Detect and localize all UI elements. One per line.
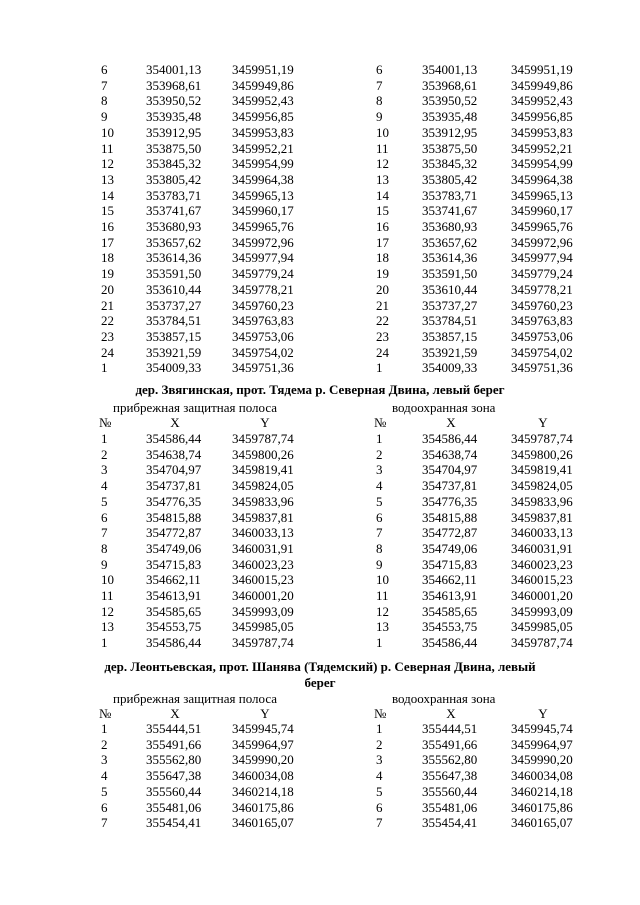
point-number: 1 (376, 360, 383, 375)
coordinate-y: 3459949,86 (511, 78, 573, 93)
point-number: 5 (376, 784, 383, 799)
coordinate-y: 3459972,96 (232, 235, 294, 250)
coordinate-x: 354613,91 (422, 588, 478, 603)
coordinate-x: 354585,65 (146, 604, 202, 619)
coordinate-y: 3459952,43 (511, 93, 573, 108)
point-number: 21 (376, 298, 389, 313)
coordinate-y: 3459954,99 (232, 156, 294, 171)
coordinate-x: 355562,80 (146, 752, 202, 767)
coordinate-x: 353912,95 (146, 125, 202, 140)
coordinate-y: 3459945,74 (511, 721, 573, 736)
point-number: 24 (376, 345, 389, 360)
point-number: 19 (376, 266, 389, 281)
coordinate-x: 354776,35 (422, 494, 478, 509)
coordinate-x: 353935,48 (146, 109, 202, 124)
header-x-left: X (170, 706, 180, 721)
coordinate-x: 353845,32 (422, 156, 478, 171)
coordinate-y: 3459965,76 (511, 219, 573, 234)
point-number: 10 (101, 125, 114, 140)
point-number: 16 (376, 219, 389, 234)
point-number: 11 (376, 141, 389, 156)
point-number: 2 (101, 447, 108, 462)
point-number: 23 (376, 329, 389, 344)
coordinate-y: 3459833,96 (232, 494, 294, 509)
coordinate-x: 354737,81 (422, 478, 478, 493)
coordinate-y: 3459952,43 (232, 93, 294, 108)
coordinate-y: 3459787,74 (511, 431, 573, 446)
point-number: 14 (101, 188, 114, 203)
coordinate-x: 353614,36 (146, 250, 202, 265)
coordinate-x: 354715,83 (422, 557, 478, 572)
coordinate-y: 3460214,18 (511, 784, 573, 799)
point-number: 2 (376, 737, 383, 752)
point-number: 20 (101, 282, 114, 297)
point-number: 13 (376, 172, 389, 187)
point-number: 3 (376, 462, 383, 477)
point-number: 4 (101, 768, 108, 783)
coordinate-x: 353783,71 (146, 188, 202, 203)
point-number: 11 (376, 588, 389, 603)
point-number: 15 (376, 203, 389, 218)
point-number: 7 (101, 815, 108, 830)
coordinate-x: 353784,51 (146, 313, 202, 328)
header-num-left: № (99, 706, 112, 721)
point-number: 8 (101, 541, 108, 556)
point-number: 13 (101, 172, 114, 187)
coordinate-x: 353912,95 (422, 125, 478, 140)
coordinate-y: 3459977,94 (511, 250, 573, 265)
coordinate-x: 354772,87 (422, 525, 478, 540)
coordinate-x: 354586,44 (146, 431, 202, 446)
header-y-right: Y (538, 706, 548, 721)
header-num-right: № (374, 415, 387, 430)
point-number: 5 (101, 784, 108, 799)
coordinate-y: 3460031,91 (232, 541, 294, 556)
coordinate-x: 353875,50 (146, 141, 202, 156)
coordinate-x: 353968,61 (146, 78, 202, 93)
coordinate-x: 353680,93 (146, 219, 202, 234)
point-number: 4 (376, 478, 383, 493)
coordinate-y: 3459993,09 (511, 604, 573, 619)
point-number: 11 (101, 141, 114, 156)
point-number: 4 (376, 768, 383, 783)
coordinate-x: 355491,66 (146, 737, 202, 752)
point-number: 17 (376, 235, 389, 250)
coordinate-y: 3459819,41 (232, 462, 294, 477)
section-title-zvyaginskaya: дер. Звягинская, прот. Тядема р. Северная Двина, левый берег (135, 382, 505, 397)
coordinate-y: 3459990,20 (232, 752, 294, 767)
coordinate-x: 353680,93 (422, 219, 478, 234)
coordinate-x: 355444,51 (422, 721, 478, 736)
coordinate-y: 3459960,17 (511, 203, 573, 218)
coordinate-x: 353591,50 (422, 266, 478, 281)
coordinate-y: 3459990,20 (511, 752, 573, 767)
point-number: 8 (101, 93, 108, 108)
coordinate-y: 3459977,94 (232, 250, 294, 265)
header-num-right: № (374, 706, 387, 721)
coordinate-y: 3459945,74 (232, 721, 294, 736)
point-number: 10 (101, 572, 114, 587)
coordinate-y: 3459837,81 (511, 510, 573, 525)
coordinate-y: 3460175,86 (232, 800, 294, 815)
header-x-left: X (170, 415, 180, 430)
coordinate-y: 3460165,07 (232, 815, 294, 830)
point-number: 7 (376, 525, 383, 540)
point-number: 7 (376, 815, 383, 830)
point-number: 19 (101, 266, 114, 281)
point-number: 10 (376, 125, 389, 140)
point-number: 6 (376, 800, 383, 815)
point-number: 5 (376, 494, 383, 509)
coordinate-y: 3460031,91 (511, 541, 573, 556)
point-number: 6 (101, 800, 108, 815)
coordinate-y: 3459779,24 (511, 266, 573, 281)
point-number: 9 (101, 557, 108, 572)
coordinate-x: 353741,67 (146, 203, 202, 218)
point-number: 6 (376, 510, 383, 525)
coordinate-x: 355647,38 (146, 768, 202, 783)
point-number: 12 (376, 156, 389, 171)
coordinate-x: 354704,97 (422, 462, 478, 477)
point-number: 9 (101, 109, 108, 124)
coordinate-y: 3459837,81 (232, 510, 294, 525)
coordinate-y: 3459778,21 (511, 282, 573, 297)
coordinate-x: 354737,81 (146, 478, 202, 493)
coordinate-x: 354553,75 (146, 619, 202, 634)
coordinate-x: 354772,87 (146, 525, 202, 540)
coordinate-x: 353657,62 (422, 235, 478, 250)
point-number: 12 (101, 156, 114, 171)
coordinate-x: 354715,83 (146, 557, 202, 572)
coordinate-y: 3459956,85 (232, 109, 294, 124)
coordinate-x: 353857,15 (146, 329, 202, 344)
coordinate-y: 3459800,26 (511, 447, 573, 462)
coordinate-x: 354815,88 (422, 510, 478, 525)
coordinate-y: 3459760,23 (232, 298, 294, 313)
coordinate-x: 355454,41 (146, 815, 202, 830)
coordinate-y: 3460033,13 (511, 525, 573, 540)
coordinate-x: 355491,66 (422, 737, 478, 752)
point-number: 3 (101, 752, 108, 767)
coordinate-x: 354638,74 (422, 447, 478, 462)
point-number: 24 (101, 345, 114, 360)
coordinate-y: 3459964,97 (232, 737, 294, 752)
point-number: 7 (101, 525, 108, 540)
point-number: 8 (376, 541, 383, 556)
coordinate-y: 3460175,86 (511, 800, 573, 815)
coordinate-y: 3459800,26 (232, 447, 294, 462)
coordinate-y: 3459951,19 (232, 62, 294, 77)
coordinate-x: 355454,41 (422, 815, 478, 830)
coordinate-x: 353737,27 (146, 298, 202, 313)
coordinate-x: 353784,51 (422, 313, 478, 328)
coordinate-x: 353591,50 (146, 266, 202, 281)
coordinate-x: 353968,61 (422, 78, 478, 93)
point-number: 8 (376, 93, 383, 108)
coordinate-x: 354586,44 (146, 635, 202, 650)
coordinate-y: 3459954,99 (511, 156, 573, 171)
point-number: 13 (376, 619, 389, 634)
coordinate-y: 3459754,02 (511, 345, 573, 360)
header-x-right: X (446, 706, 456, 721)
coordinate-y: 3459824,05 (511, 478, 573, 493)
coordinate-y: 3459751,36 (232, 360, 294, 375)
point-number: 11 (101, 588, 114, 603)
point-number: 3 (376, 752, 383, 767)
coordinate-x: 354776,35 (146, 494, 202, 509)
coordinate-y: 3459779,24 (232, 266, 294, 281)
point-number: 6 (101, 510, 108, 525)
coordinate-x: 355562,80 (422, 752, 478, 767)
point-number: 1 (376, 721, 383, 736)
coordinate-x: 353614,36 (422, 250, 478, 265)
zone-label-coastal-strip: прибрежная защитная полоса (113, 691, 278, 706)
point-number: 18 (376, 250, 389, 265)
point-number: 12 (376, 604, 389, 619)
coordinate-x: 353845,32 (146, 156, 202, 171)
coordinate-x: 354662,11 (146, 572, 201, 587)
zone-label-water-protection: водоохранная зона (392, 691, 496, 706)
coordinate-y: 3460214,18 (232, 784, 294, 799)
coordinate-x: 353610,44 (422, 282, 478, 297)
point-number: 23 (101, 329, 114, 344)
coordinate-x: 354704,97 (146, 462, 202, 477)
coordinate-y: 3459949,86 (232, 78, 294, 93)
section-title-leontyevskaya-cont: берег (304, 675, 336, 690)
coordinate-y: 3459778,21 (232, 282, 294, 297)
coordinate-y: 3460034,08 (511, 768, 573, 783)
coordinate-x: 355444,51 (146, 721, 202, 736)
coordinate-y: 3459952,21 (511, 141, 573, 156)
coordinate-y: 3460001,20 (511, 588, 573, 603)
coordinate-y: 3459972,96 (511, 235, 573, 250)
coordinate-x: 354586,44 (422, 635, 478, 650)
point-number: 5 (101, 494, 108, 509)
coordinate-y: 3459824,05 (232, 478, 294, 493)
coordinate-x: 354613,91 (146, 588, 202, 603)
point-number: 7 (376, 78, 383, 93)
coordinate-y: 3459751,36 (511, 360, 573, 375)
coordinate-x: 353805,42 (146, 172, 202, 187)
coordinate-x: 353875,50 (422, 141, 478, 156)
coordinate-y: 3460165,07 (511, 815, 573, 830)
coordinate-y: 3460015,23 (232, 572, 294, 587)
coordinate-y: 3459753,06 (511, 329, 573, 344)
coordinate-x: 354749,06 (146, 541, 202, 556)
coordinate-x: 353610,44 (146, 282, 202, 297)
point-number: 1 (101, 360, 108, 375)
coordinate-y: 3459993,09 (232, 604, 294, 619)
point-number: 20 (376, 282, 389, 297)
point-number: 9 (376, 557, 383, 572)
point-number: 2 (101, 737, 108, 752)
coordinate-y: 3459760,23 (511, 298, 573, 313)
coordinate-y: 3459953,83 (511, 125, 573, 140)
zone-label-coastal-strip: прибрежная защитная полоса (113, 400, 278, 415)
coordinate-y: 3459754,02 (232, 345, 294, 360)
coordinate-y: 3459965,13 (232, 188, 294, 203)
point-number: 2 (376, 447, 383, 462)
coordinate-y: 3460034,08 (232, 768, 294, 783)
coordinate-x: 354009,33 (422, 360, 478, 375)
coordinate-x: 353950,52 (146, 93, 202, 108)
point-number: 7 (101, 78, 108, 93)
point-number: 3 (101, 462, 108, 477)
header-y-right: Y (538, 415, 548, 430)
coordinate-y: 3460033,13 (232, 525, 294, 540)
coordinate-y: 3459763,83 (232, 313, 294, 328)
coordinate-x: 354586,44 (422, 431, 478, 446)
coordinate-x: 355481,06 (146, 800, 202, 815)
point-number: 1 (101, 431, 108, 446)
point-number: 22 (101, 313, 114, 328)
point-number: 12 (101, 604, 114, 619)
coordinate-x: 354749,06 (422, 541, 478, 556)
coordinate-y: 3460023,23 (232, 557, 294, 572)
coordinate-x: 355560,44 (422, 784, 478, 799)
coordinate-y: 3459951,19 (511, 62, 573, 77)
point-number: 18 (101, 250, 114, 265)
coordinate-x: 353737,27 (422, 298, 478, 313)
header-y-left: Y (260, 706, 270, 721)
coordinate-y: 3459753,06 (232, 329, 294, 344)
coordinate-y: 3459956,85 (511, 109, 573, 124)
coordinate-x: 353950,52 (422, 93, 478, 108)
point-number: 1 (101, 721, 108, 736)
coordinate-x: 354553,75 (422, 619, 478, 634)
section-title-leontyevskaya: дер. Леонтьевская, прот. Шанява (Тядемский) р. Северная Двина, левый (104, 659, 536, 674)
point-number: 1 (376, 431, 383, 446)
coordinate-x: 354001,13 (422, 62, 478, 77)
coordinate-y: 3460001,20 (232, 588, 294, 603)
point-number: 6 (101, 62, 108, 77)
coordinate-x: 353857,15 (422, 329, 478, 344)
coordinate-y: 3459985,05 (232, 619, 294, 634)
coordinate-x: 353921,59 (146, 345, 202, 360)
coordinate-y: 3459960,17 (232, 203, 294, 218)
coordinate-x: 354815,88 (146, 510, 202, 525)
coordinate-y: 3459985,05 (511, 619, 573, 634)
coordinate-y: 3459964,97 (511, 737, 573, 752)
point-number: 1 (376, 635, 383, 650)
coordinate-x: 354662,11 (422, 572, 477, 587)
point-number: 17 (101, 235, 114, 250)
coordinate-x: 353657,62 (146, 235, 202, 250)
point-number: 9 (376, 109, 383, 124)
point-number: 13 (101, 619, 114, 634)
coordinate-y: 3459953,83 (232, 125, 294, 140)
point-number: 14 (376, 188, 389, 203)
coordinate-x: 355560,44 (146, 784, 202, 799)
coordinate-x: 354009,33 (146, 360, 202, 375)
coordinate-x: 354638,74 (146, 447, 202, 462)
coordinate-y: 3459952,21 (232, 141, 294, 156)
header-num-left: № (99, 415, 112, 430)
coordinate-y: 3460023,23 (511, 557, 573, 572)
coordinate-y: 3459763,83 (511, 313, 573, 328)
point-number: 16 (101, 219, 114, 234)
header-y-left: Y (260, 415, 270, 430)
coordinate-y: 3459965,13 (511, 188, 573, 203)
coordinate-y: 3459965,76 (232, 219, 294, 234)
point-number: 21 (101, 298, 114, 313)
coordinate-x: 353935,48 (422, 109, 478, 124)
coordinate-x: 353741,67 (422, 203, 478, 218)
coordinate-y: 3459787,74 (232, 635, 294, 650)
coordinate-y: 3459787,74 (232, 431, 294, 446)
coordinate-x: 355481,06 (422, 800, 478, 815)
coordinate-y: 3459964,38 (232, 172, 294, 187)
coordinate-x: 355647,38 (422, 768, 478, 783)
point-number: 4 (101, 478, 108, 493)
coordinate-y: 3460015,23 (511, 572, 573, 587)
coordinate-y: 3459787,74 (511, 635, 573, 650)
coordinate-x: 353783,71 (422, 188, 478, 203)
zone-label-water-protection: водоохранная зона (392, 400, 496, 415)
coordinate-x: 354001,13 (146, 62, 202, 77)
header-x-right: X (446, 415, 456, 430)
point-number: 15 (101, 203, 114, 218)
point-number: 1 (101, 635, 108, 650)
point-number: 6 (376, 62, 383, 77)
point-number: 22 (376, 313, 389, 328)
point-number: 10 (376, 572, 389, 587)
coordinate-x: 354585,65 (422, 604, 478, 619)
coordinate-x: 353805,42 (422, 172, 478, 187)
coordinate-x: 353921,59 (422, 345, 478, 360)
coordinate-y: 3459964,38 (511, 172, 573, 187)
coordinate-y: 3459819,41 (511, 462, 573, 477)
coordinate-y: 3459833,96 (511, 494, 573, 509)
